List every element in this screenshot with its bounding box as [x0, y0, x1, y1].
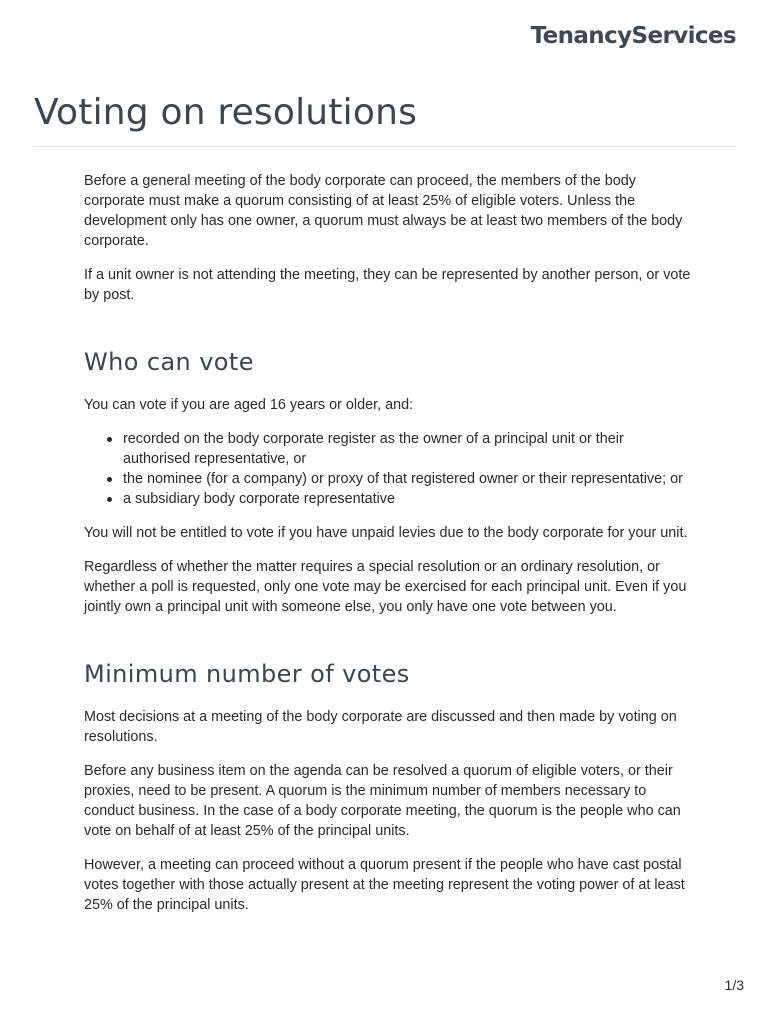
section-heading-minimum-votes: Minimum number of votes	[84, 660, 410, 688]
document-body	[84, 171, 694, 929]
minimum-votes-paragraph-2: Before any business item on the agenda can be resolved a quorum of eligible voters, or their proxies, need to be present. A quorum is the minimum number of members necessary to conduct business. In the case of a body corporate meeting, the quorum is the people who can vote on behalf of at least 25% of the principal units.	[84, 763, 681, 839]
list-item: the nominee (for a company) or proxy of that registered owner or their representative; or	[123, 469, 694, 489]
one-vote-paragraph: Regardless of whether the matter requires a special resolution or an ordinary resolution, or whether a poll is requested, only one vote may be exercised for each principal unit. Even if you jointly own a principal unit with someone else, you only have one vote between you.	[84, 559, 687, 615]
intro-paragraph-1: Before a general meeting of the body corporate can proceed, the members of the body corporate must make a quorum consisting of at least 25% of eligible voters. Unless the development only has one owner, a quorum must always be at least two members of the body corporate.	[84, 173, 683, 249]
unpaid-levies-paragraph: You will not be entitled to vote if you have unpaid levies due to the body corporate for your unit.	[84, 525, 688, 541]
intro-paragraph-2: If a unit owner is not attending the meeting, they can be represented by another person, or vote by post.	[84, 267, 691, 303]
minimum-votes-paragraph-3: However, a meeting can proceed without a quorum present if the people who have cast postal votes together with those actually present at the meeting represent the voting power of at least 25% of the principal units.	[84, 857, 685, 913]
section-heading-who-can-vote: Who can vote	[84, 348, 254, 376]
title-divider	[34, 146, 736, 147]
list-item: a subsidiary body corporate representative	[123, 489, 694, 509]
list-item: recorded on the body corporate register as the owner of a principal unit or their authorised representative, or	[123, 429, 694, 469]
minimum-votes-paragraph-1: Most decisions at a meeting of the body corporate are discussed and then made by voting on resolutions.	[84, 709, 677, 745]
page-number: 1/3	[724, 977, 744, 993]
tenancy-services-logo: TenancyServices	[530, 23, 736, 49]
page-title: Voting on resolutions	[34, 92, 418, 133]
eligibility-list	[84, 429, 694, 509]
who-can-vote-lead: You can vote if you are aged 16 years or older, and:	[84, 397, 414, 413]
